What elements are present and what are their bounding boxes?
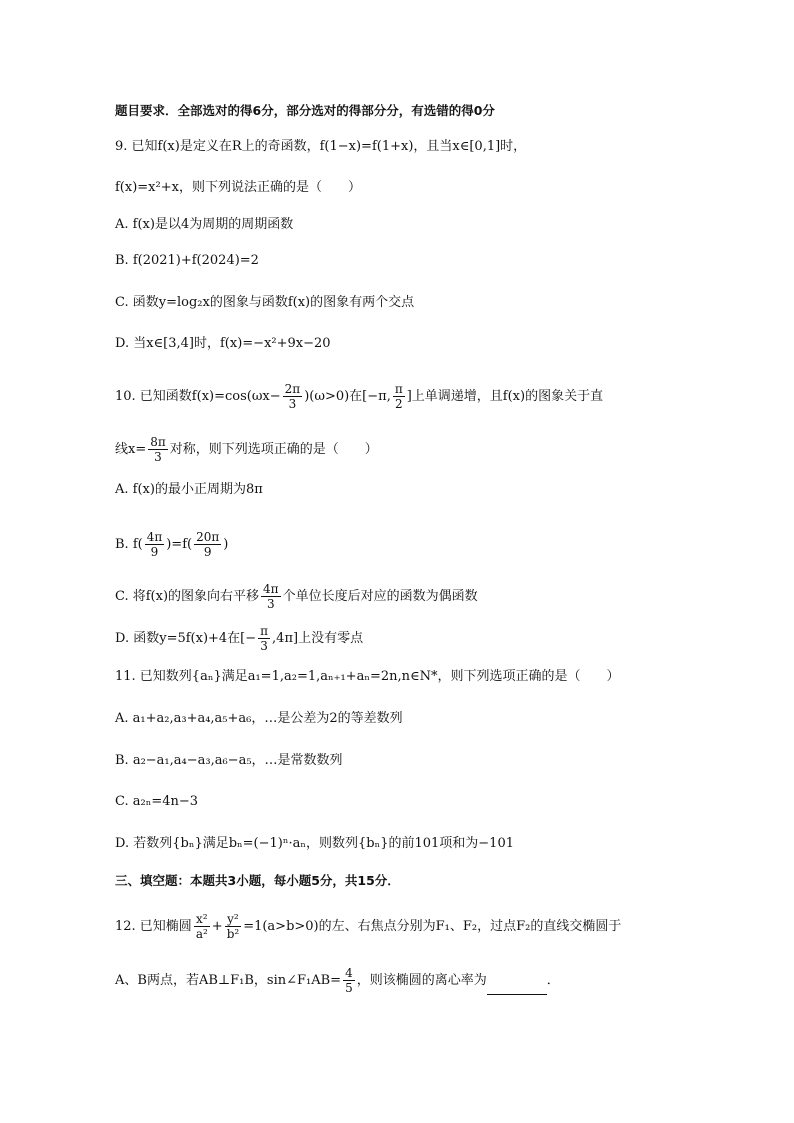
- section-3-header: 三、填空题：本题共3小题，每小题5分，共15分．: [115, 873, 400, 888]
- frac-8pi-3: $\frac{8\pi}{3}$: [150, 435, 166, 464]
- q10-option-c: C. 将f(x)的图象向右平移 $\frac{4\pi}{3}$ 个单位长度后对应的函数为偶函数: [115, 582, 478, 611]
- q11-option-b: B. a₂−a₁,a₄−a₃,a₆−a₅，…是常数数列: [115, 753, 343, 768]
- q10-option-b: B. f( $\frac{4\pi}{9}$ )=f( $\frac{20\pi}{9}$ ): [115, 530, 229, 559]
- q12-stem-b: A、B两点，若AB⊥F₁B，sin∠F₁AB= $\frac{4}{5}$ ，则该椭圆的离心率为 ．: [115, 966, 560, 995]
- frac-pi-3: $\frac{\pi}{3}$: [260, 624, 269, 653]
- frac-x2-a2: $\frac{\text{x²}}{\text{a²}}$: [195, 912, 208, 941]
- frac-4pi-3: $\frac{4\pi}{3}$: [263, 582, 279, 611]
- frac-y2-b2: $\frac{\text{y²}}{\text{b²}}$: [226, 912, 240, 941]
- q9-option-d: D. 当x∈[3,4]时，f(x)=−x²+9x−20: [115, 336, 331, 351]
- q11-option-d: D. 若数列{bₙ}满足bₙ=(−1)ⁿ·aₙ，则数列{bₙ}的前101项和为−101: [115, 836, 514, 851]
- q9-stem-a: 9. 已知f(x)是定义在R上的奇函数，f(1−x)=f(1+x)，且当x∈[0,1]时，: [115, 139, 527, 154]
- frac-2pi-3: $\frac{2\pi}{3}$: [284, 382, 301, 411]
- q11-option-c: C. a₂ₙ=4n−3: [115, 794, 199, 809]
- q9-option-a: A. f(x)是以4为周期的周期函数: [115, 217, 294, 232]
- q9-option-b: B. f(2021)+f(2024)=2: [115, 253, 259, 268]
- frac-4-5: $\frac{4}{5}$: [345, 966, 353, 995]
- q10-stem-a: 10. 已知函数f(x)=cos(ωx− $\frac{2\pi}{3}$ )(ω>0)在[−π, $\frac{\pi}{2}$ ]上单调递增，且f(x)的图象关于直: [115, 382, 604, 411]
- frac-4pi-9: $\frac{4\pi}{9}$: [146, 530, 163, 559]
- frac-20pi-9: $\frac{20\pi}{9}$: [196, 530, 220, 559]
- frac-pi-2: $\frac{\pi}{2}$: [394, 382, 403, 411]
- answer-blank[interactable]: [487, 980, 547, 995]
- q9-stem-b: f(x)=x²+x，则下列说法正确的是（ ）: [115, 180, 361, 195]
- q9-option-c: C. 函数y=log₂x的图象与函数f(x)的图象有两个交点: [115, 295, 415, 310]
- q10-stem-b: 线x= $\frac{8\pi}{3}$ 对称，则下列选项正确的是（ ）: [115, 435, 378, 464]
- q12-stem-a: 12. 已知椭圆 $\frac{\text{x²}}{\text{a²}}$ + $\frac{\text{y²}}{\text{b²}}$ =1(a>b>0)的左、右焦点分别为F₁、F₂，过点F₂的直线交椭圆于: [115, 912, 622, 941]
- q11-option-a: A. a₁+a₂,a₃+a₄,a₅+a₆，…是公差为2的等差数列: [115, 711, 403, 726]
- q10-option-a: A. f(x)的最小正周期为8π: [115, 482, 263, 497]
- section-header-top: 题目要求．全部选对的得6分，部分选对的得部分分，有选错的得0分: [115, 103, 495, 118]
- q11-stem: 11. 已知数列{aₙ}满足a₁=1,a₂=1,aₙ₊₁+aₙ=2n,n∈N*，则下列选项正确的是（ ）: [115, 669, 620, 684]
- q10-option-d: D. 函数y=5f(x)+4在[− $\frac{\pi}{3}$ ,4π]上没有零点: [115, 624, 364, 653]
